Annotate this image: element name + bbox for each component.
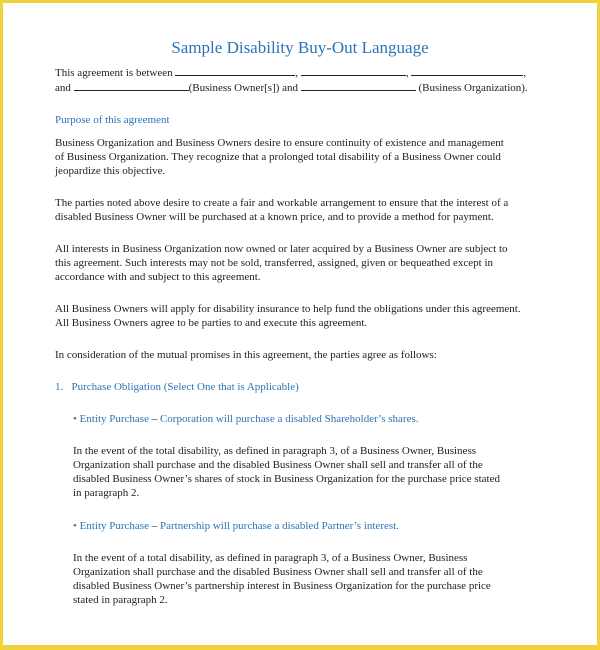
paragraph-line: in paragraph 2.	[73, 487, 140, 499]
option-desc: Partnership will purchase a disabled Partner’s interest.	[159, 520, 399, 532]
paragraph-line: Organization shall purchase and the disabled Business Owner shall sell and transfer all of the	[73, 459, 483, 471]
option-label: Entity Purchase	[79, 520, 149, 532]
paragraph-line: The parties noted above desire to create a fair and workable arrangement to ensure that the interest of a	[55, 197, 509, 209]
paragraph-line: this agreement. Such interests may not be sold, transferred, assigned, given or bequeathed except in	[55, 257, 494, 269]
owner-label: (Business Owner[s]) and	[188, 82, 299, 94]
option-desc: Corporation will purchase a disabled Shareholder’s shares.	[159, 413, 419, 425]
option-dash: –	[151, 413, 158, 425]
organization-label: (Business Organization).	[418, 82, 528, 94]
paragraph-line: stated in paragraph 2.	[73, 594, 168, 606]
parties-line-1: This agreement is between , , ,	[55, 67, 527, 79]
paragraph-line: of Business Organization. They recognize that a prolonged total disability of a Business Owner could	[55, 151, 501, 163]
document-title: Sample Disability Buy-Out Language	[171, 38, 429, 57]
paragraph-line: All Business Owners agree to be parties to and execute this agreement.	[55, 317, 368, 329]
paragraph-line: All Business Owners will apply for disability insurance to help fund the obligations under this agreement.	[55, 303, 521, 315]
paragraph-line: disabled Business Owner will be purchased at a known price, and to provide a method for payment.	[55, 211, 494, 223]
option-label: Entity Purchase	[79, 413, 149, 425]
parties-intro: This agreement is between	[55, 67, 173, 79]
paragraph-line: In the event of the total disability, as defined in paragraph 3, of a Business Owner, Business	[73, 445, 477, 457]
parties-and: and	[55, 82, 71, 94]
paragraph-line: jeopardize this objective.	[55, 165, 166, 177]
paragraph-line: All interests in Business Organization now owned or later acquired by a Business Owner are subject to	[55, 243, 508, 255]
paragraph-line: accordance with and subject to this agreement.	[55, 271, 261, 283]
paragraph-line: Business Organization and Business Owners desire to ensure continuity of existence and management	[55, 137, 504, 149]
paragraph-line: Organization shall purchase and the disabled Business Owner shall sell and transfer all of the	[73, 566, 483, 578]
purpose-heading: Purpose of this agreement	[55, 114, 170, 126]
paragraph-line: In consideration of the mutual promises in this agreement, the parties agree as follows:	[55, 349, 437, 361]
bullet-icon: •	[73, 520, 77, 532]
section-number: 1.	[55, 381, 64, 393]
paragraph-line: In the event of a total disability, as defined in paragraph 3, of a Business Owner, Business	[73, 552, 468, 564]
bullet-icon: •	[73, 413, 77, 425]
paragraph-line: disabled Business Owner’s partnership interest in Business Organization for the purchase price	[73, 580, 491, 592]
option-dash: –	[151, 520, 158, 532]
section-title: Purchase Obligation (Select One that is Applicable)	[71, 381, 299, 393]
paragraph-line: disabled Business Owner’s shares of stock in Business Organization for the purchase price stated	[73, 473, 500, 485]
